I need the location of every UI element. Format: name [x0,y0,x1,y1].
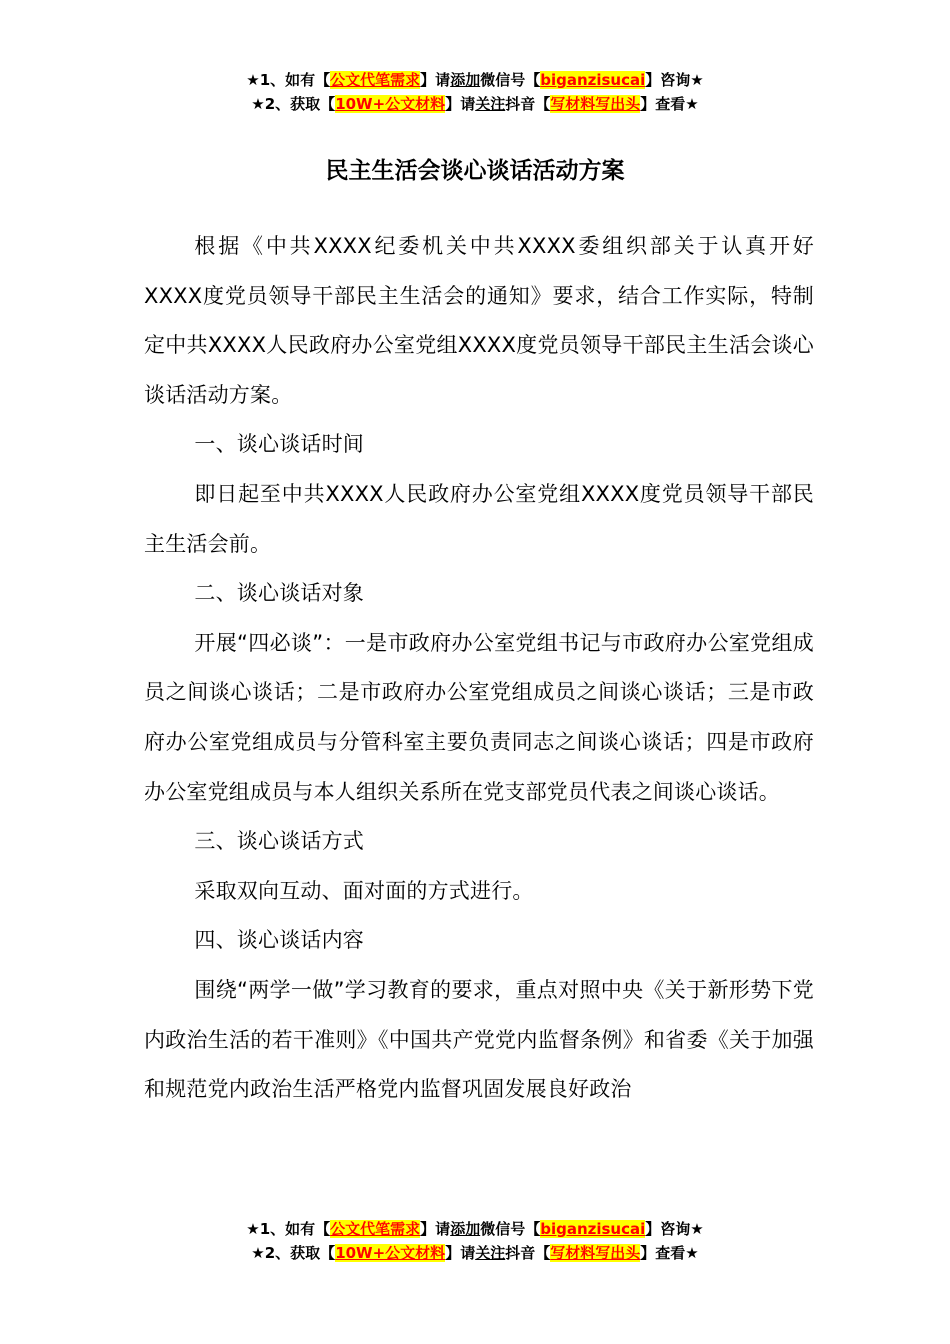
banner-line-1-suffix: 】咨询★ [645,71,704,89]
section-heading-targets: 二、谈心谈话对象 [194,581,364,606]
banner-line-1-highlight-service: 公文代笔需求 [330,71,421,89]
header-banner [0,68,950,116]
banner-line-2 [0,92,950,116]
paragraph-content: 围绕“两学一做”学习教育的要求，重点对照中央《关于新形势下党内政治生活的若干准则》《中国共产党党内监督条例》和省委《关于加强和规范党内政治生活严格党内监督巩固发展良好政治 [144,977,814,1102]
banner-line-2-prefix: ★2、获取【 [251,95,336,113]
paragraph-targets: 开展“四必谈”：一是市政府办公室党组书记与市政府办公室党组成员之间谈心谈话；二是市政府办公室党组成员之间谈心谈话；三是市政府办公室党组成员与分管科室主要负责同志之间谈心谈话；四是市政府办公室党组成员与本人组织关系所在党支部党员代表之间谈心谈话。 [144,630,814,804]
banner-line-1-prefix: ★1、如有【 [246,71,331,89]
paragraph-method: 采取双向互动、面对面的方式进行。 [194,878,534,903]
document-title: 民主生活会谈心谈话活动方案 [325,158,625,184]
footer-line-1-suffix: 】咨询★ [645,1220,704,1238]
paragraph-time: 即日起至中共XXXX人民政府办公室党组XXXX度党员领导干部民主生活会前。 [144,481,814,556]
footer-line-2-prefix: ★2、获取【 [251,1244,336,1262]
document-body [144,222,814,1102]
section-heading-content: 四、谈心谈话内容 [194,928,364,953]
footer-line-1-mid-2: 微信号【 [480,1220,541,1238]
banner-line-1-highlight-wechat: biganzisucai [540,71,646,89]
footer-line-1-highlight-wechat: biganzisucai [540,1220,646,1238]
banner-line-2-suffix: 】查看★ [640,95,699,113]
banner-line-2-highlight-douyin: 写材料写出头 [550,95,641,113]
paragraph-intro: 根据《中共XXXX纪委机关中共XXXX委组织部关于认真开好XXXX度党员领导干部民主生活会的通知》要求，结合工作实际，特制定中共XXXX人民政府办公室党组XXXX度党员领导干部民主生活会谈心谈话活动方案。 [144,234,814,407]
footer-line-1 [0,1217,950,1241]
banner-line-2-mid-2: 抖音【 [505,95,551,113]
banner-line-2-underlined: 关注 [475,95,506,113]
footer-line-2-suffix: 】查看★ [640,1244,699,1262]
footer-line-2 [0,1241,950,1265]
banner-line-2-mid: 】请 [445,95,476,113]
footer-line-1-highlight-service: 公文代笔需求 [330,1220,421,1238]
banner-line-2-highlight-materials: 10W+公文材料 [335,95,446,113]
footer-line-2-underlined: 关注 [475,1244,506,1262]
banner-line-1 [0,68,950,92]
footer-line-2-highlight-douyin: 写材料写出头 [550,1244,641,1262]
footer-line-1-prefix: ★1、如有【 [246,1220,331,1238]
footer-line-1-underlined: 添加 [450,1220,481,1238]
footer-line-2-mid-2: 抖音【 [505,1244,551,1262]
banner-line-1-mid-2: 微信号【 [480,71,541,89]
footer-line-2-highlight-materials: 10W+公文材料 [335,1244,446,1262]
footer-banner [0,1217,950,1265]
footer-line-2-mid: 】请 [445,1244,476,1262]
section-heading-time: 一、谈心谈话时间 [194,432,364,457]
banner-line-1-underlined: 添加 [450,71,481,89]
banner-line-1-mid: 】请 [420,71,451,89]
footer-line-1-mid: 】请 [420,1220,451,1238]
section-heading-method: 三、谈心谈话方式 [194,829,364,854]
